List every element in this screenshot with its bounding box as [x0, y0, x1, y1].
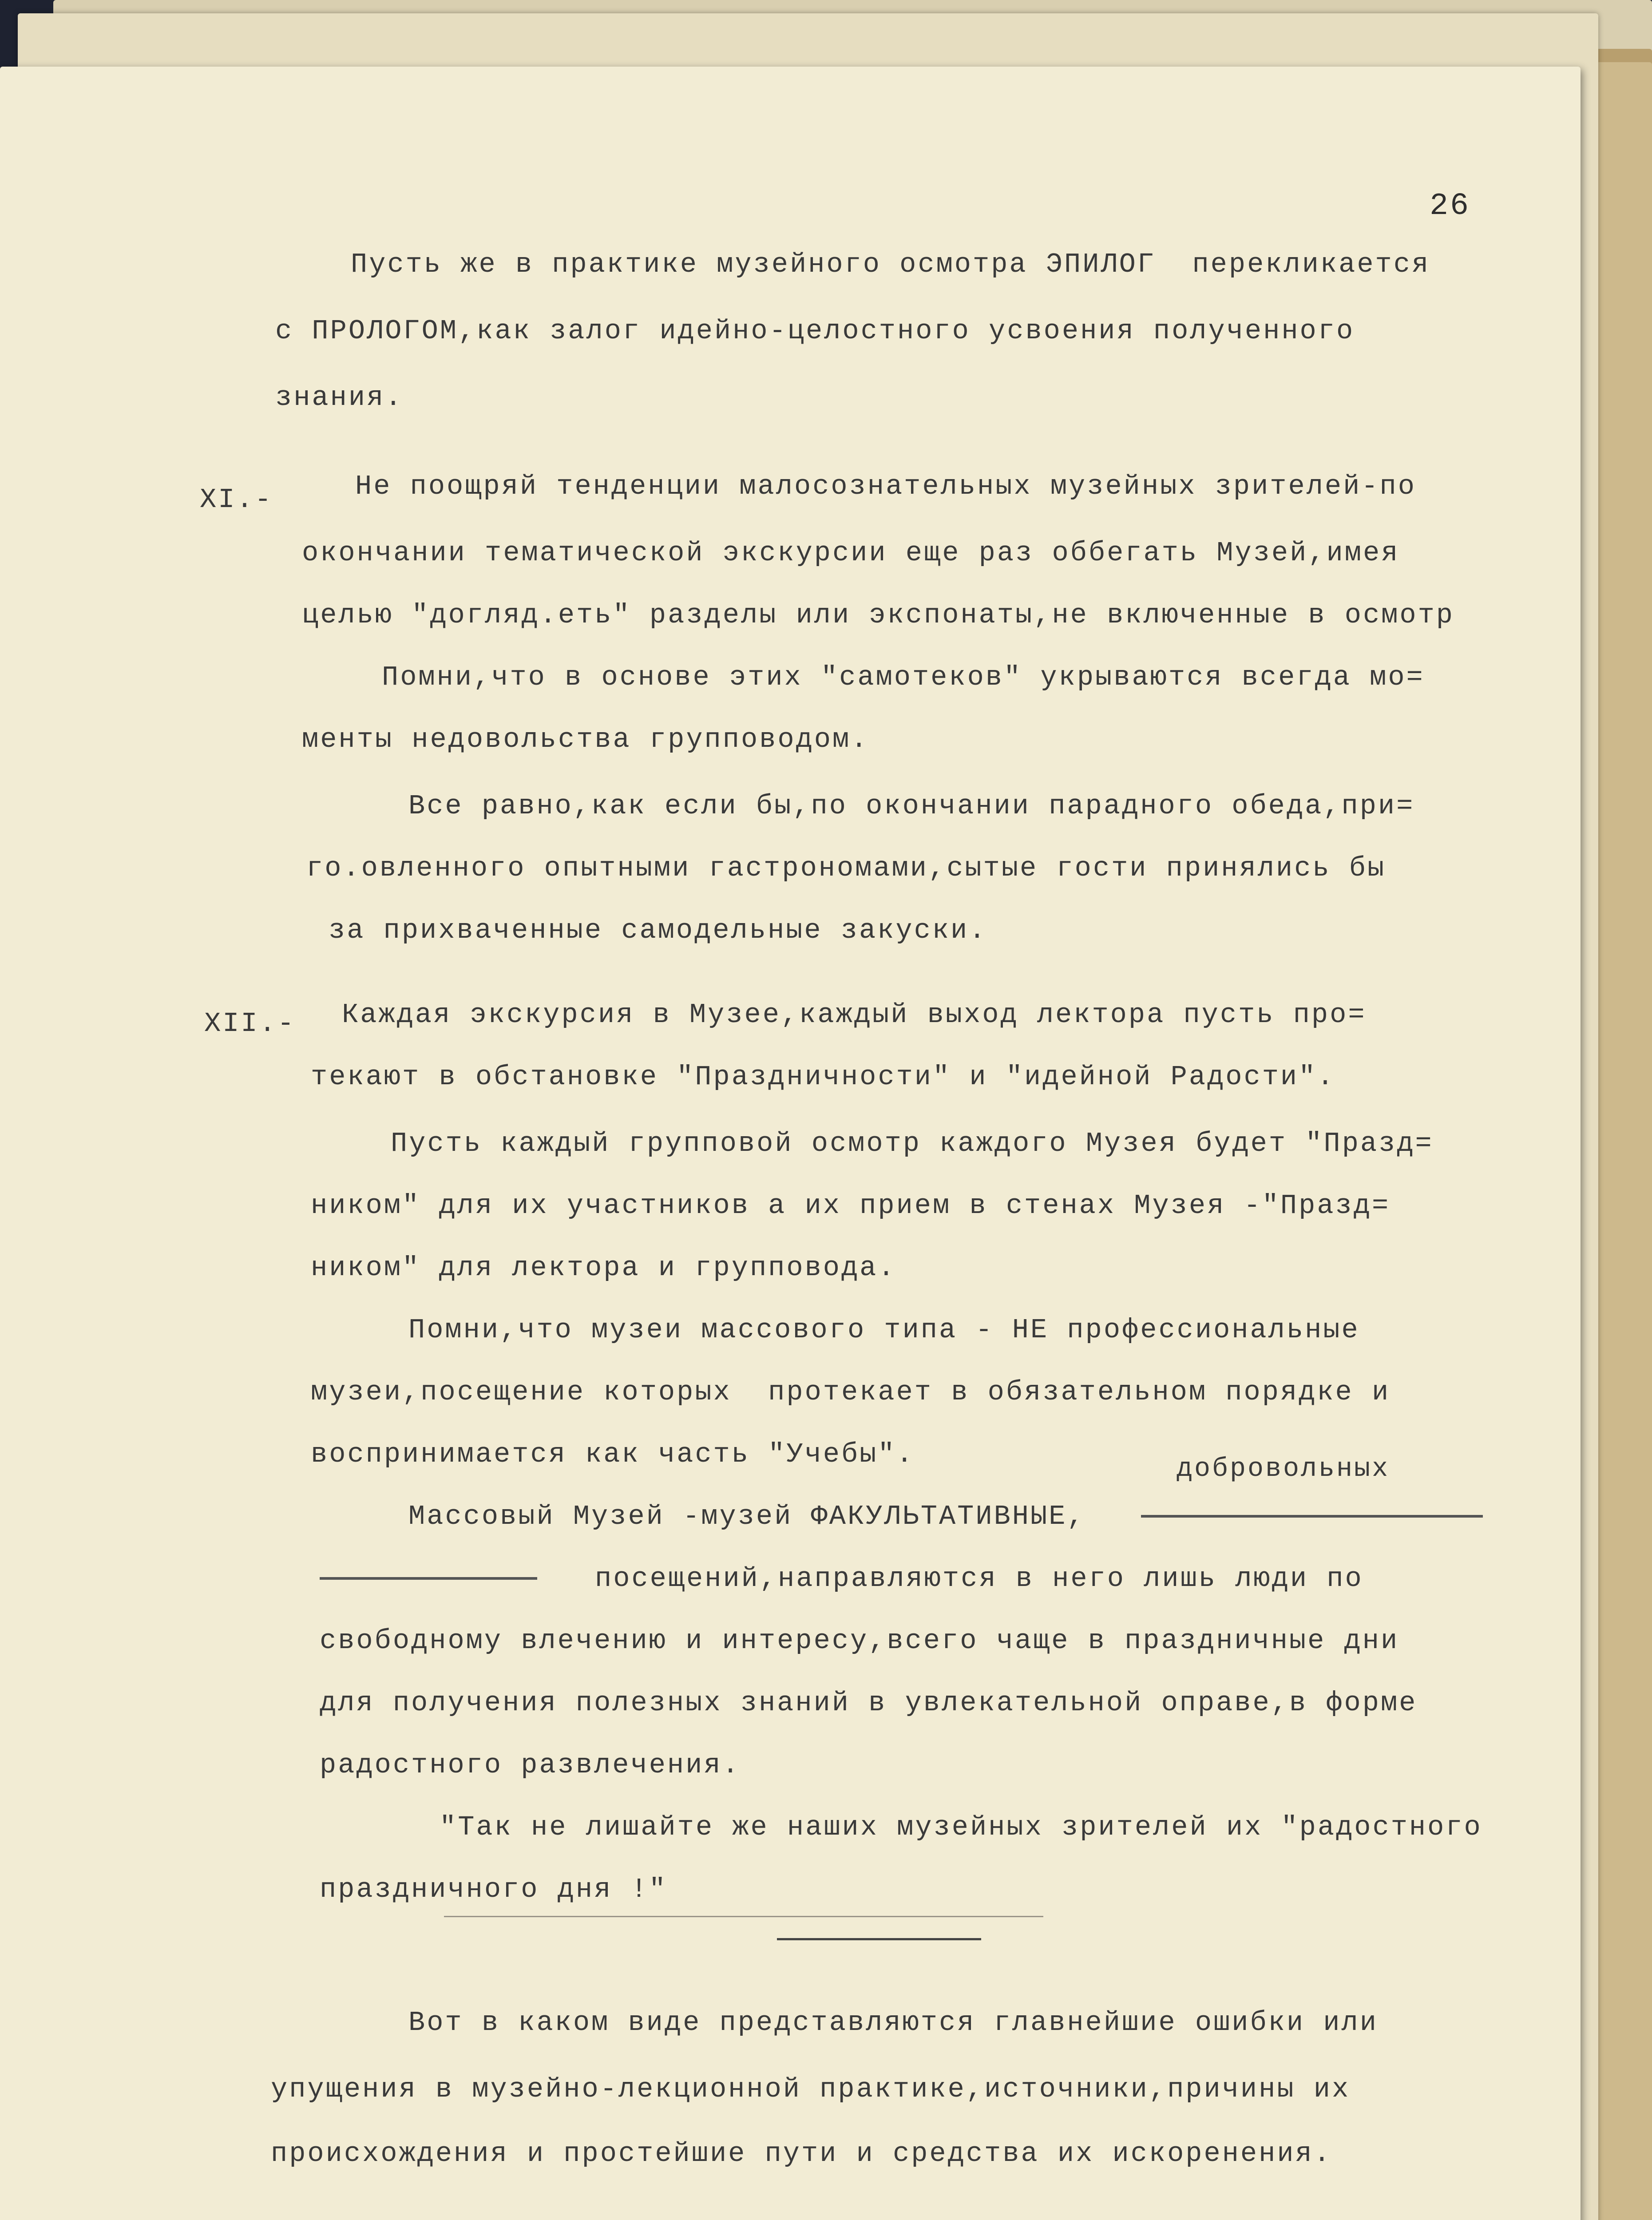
text-line: праздничного дня !"	[320, 1874, 667, 1905]
struck-text	[320, 1563, 537, 1594]
text-line: Все равно,как если бы,по окончании парадного обеда,при=	[408, 790, 1415, 822]
page-number: 26	[1430, 189, 1471, 224]
text-line: для получения полезных знаний в увлекательной оправе,в форме	[320, 1687, 1418, 1719]
text-line: радостного развлечения.	[320, 1749, 741, 1781]
text-line: целью "догляд.еть" разделы или экспонаты,не включенные в осмотр	[302, 599, 1454, 631]
text-line: текают в обстановке "Праздничности" и "идейной Радости".	[311, 1061, 1335, 1093]
text-line: ником" для лектора и групповода.	[311, 1252, 896, 1284]
text-line: воспринимается как часть "Учебы".	[311, 1439, 915, 1470]
text-line: Помни,что музеи массового типа - НЕ профессиональные	[408, 1314, 1360, 1346]
faint-rule	[444, 1916, 1043, 1917]
text-line: менты недовольства групповодом.	[302, 724, 869, 755]
section-number: XII.-	[204, 1008, 296, 1039]
section-number: XI.-	[200, 484, 273, 515]
text-line: Пусть же в практике музейного осмотра ЭПИЛОГ перекликается	[351, 249, 1430, 280]
interlinear-insert: добровольных	[1177, 1454, 1390, 1484]
text-line: за прихваченные самодельные закуски.	[329, 915, 987, 946]
text-line: свободному влечению и интересу,всего чаще в праздничные дни	[320, 1625, 1399, 1657]
text-line: посещений,направляются в него лишь люди по	[595, 1563, 1363, 1594]
text-line: го.овленного опытными гастрономами,сытые гости принялись бы	[306, 852, 1386, 884]
text-line: Пусть каждый групповой осмотр каждого Музея будет "Празд=	[391, 1128, 1434, 1159]
text-line: знания.	[275, 382, 404, 413]
text-line: окончании тематической экскурсии еще раз оббегать Музей,имея	[302, 537, 1400, 569]
text-line: происхождения и простейшие пути и средства их искоренения.	[271, 2138, 1332, 2169]
text-line: Каждая экскурсия в Музее,каждый выход лектора пусть про=	[342, 999, 1367, 1031]
document-page	[0, 67, 1581, 2220]
text-line: музеи,посещение которых протекает в обязательном порядке и	[311, 1376, 1391, 1408]
text-line: упущения в музейно-лекционной практике,источники,причины их	[271, 2073, 1351, 2105]
text-line: ником" для их участников а их прием в стенах Музея -"Празд=	[311, 1190, 1391, 1221]
text-line: Массовый Музей -музей ФАКУЛЬТАТИВНЫЕ,	[408, 1501, 1085, 1532]
text-line: "Так не лишайте же наших музейных зрителей их "радостного	[440, 1812, 1482, 1843]
text-line: с ПРОЛОГОМ,как залог идейно-целостного усвоения полученного	[275, 315, 1355, 347]
typed-text	[0, 67, 1581, 2220]
text-line: Помни,что в основе этих "самотеков" укрываются всегда мо=	[382, 662, 1425, 693]
section-divider	[777, 1938, 981, 1940]
struck-text	[1141, 1501, 1483, 1532]
text-line: Вот в каком виде представляются главнейшие ошибки или	[408, 2007, 1378, 2038]
text-line: Не поощряй тенденции малосознательных музейных зрителей-по	[355, 471, 1416, 502]
